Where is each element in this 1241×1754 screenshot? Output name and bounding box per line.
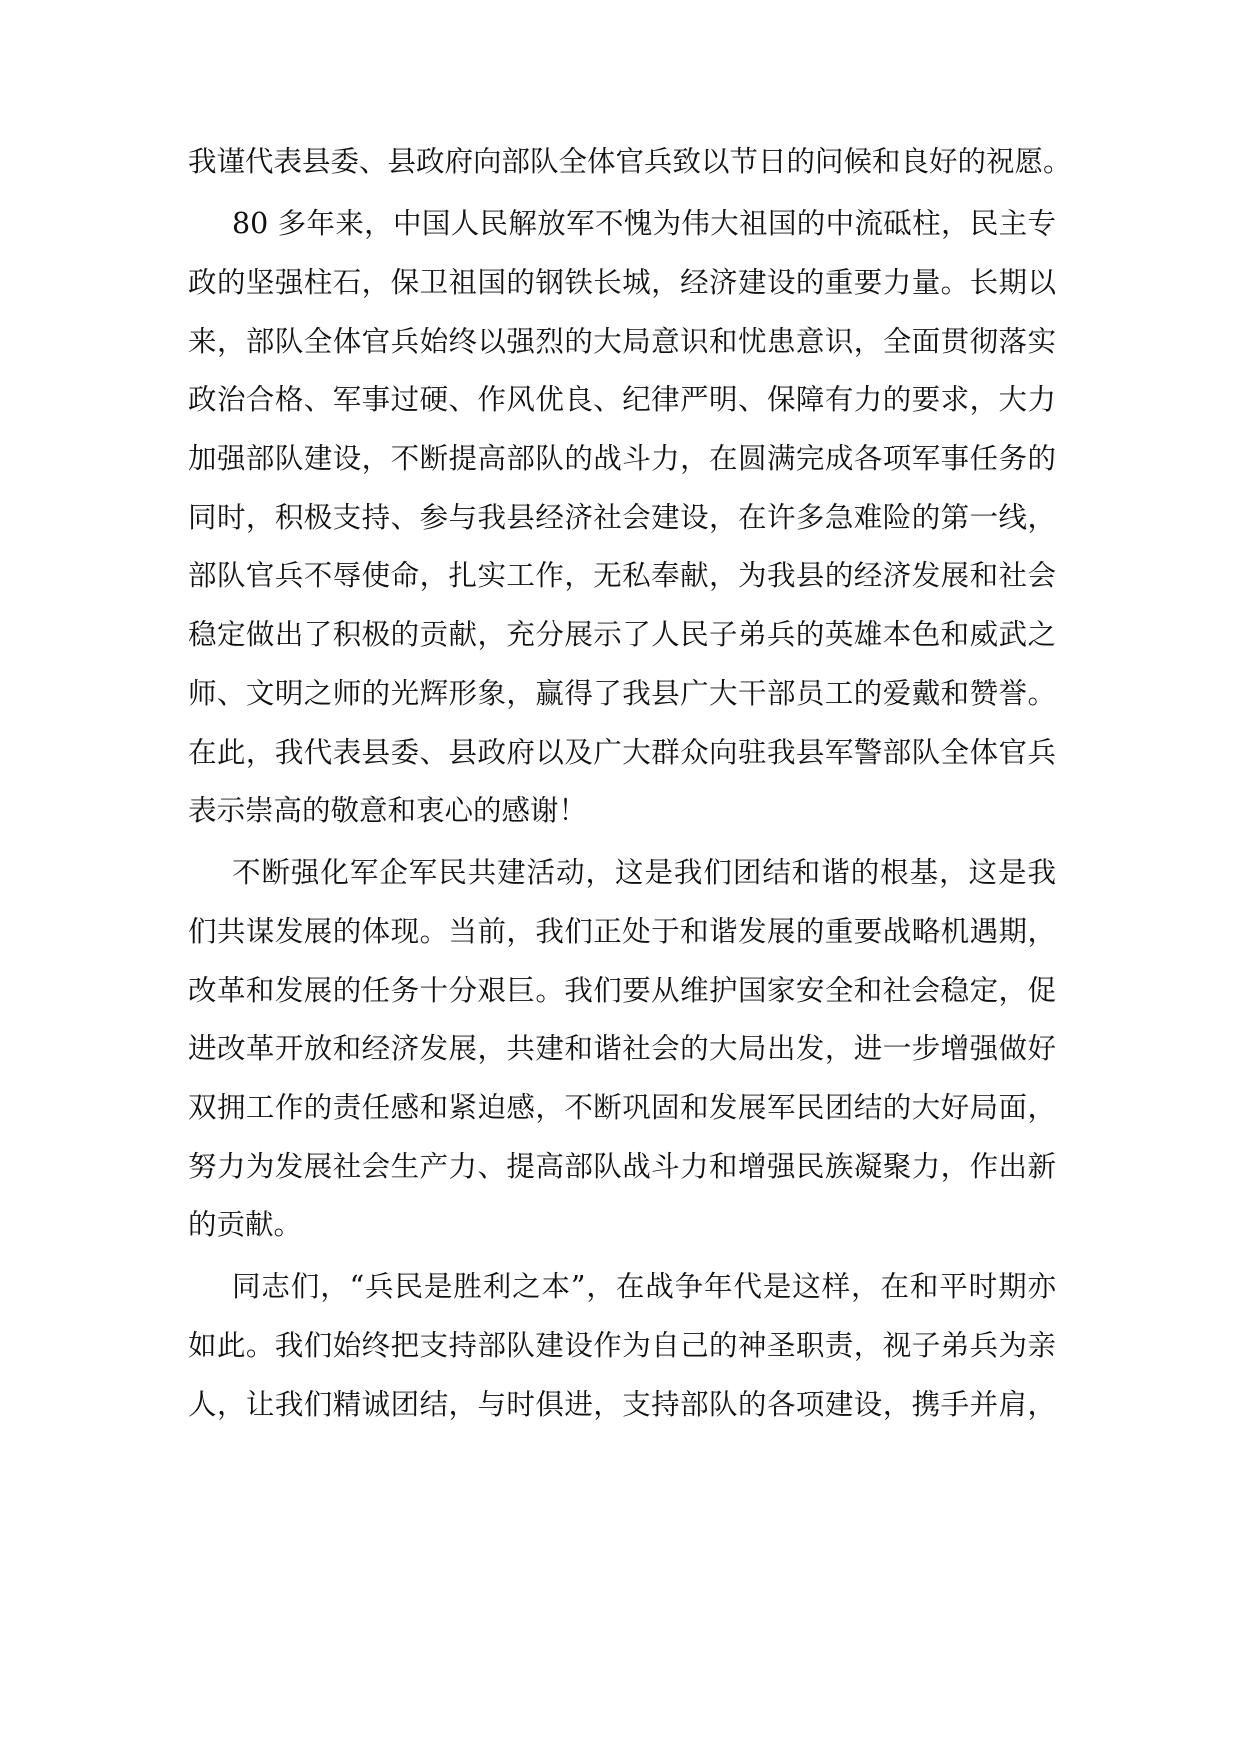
text-line: 80 多年来，中国人民解放军不愧为伟大祖国的中流砥柱，民主专 (232, 207, 1056, 240)
text-line: 人，让我们精诚团结，与时俱进，支持部队的各项建设，携手并肩， (188, 1388, 1056, 1421)
text-line: 改革和发展的任务十分艰巨。我们要从维护国家安全和社会稳定，促 (188, 974, 1056, 1007)
text-line: 我谨代表县委、县政府向部队全体官兵致以节日的问候和良好的祝愿。 (188, 145, 1072, 178)
text-line: 的贡献。 (188, 1208, 303, 1241)
text-line: 政治合格、军事过硬、作风优良、纪律严明、保障有力的要求，大力 (188, 383, 1056, 416)
text-line: 加强部队建设，不断提高部队的战斗力，在圆满完成各项军事任务的 (188, 442, 1056, 475)
text-line: 努力为发展社会生产力、提高部队战斗力和增强民族凝聚力，作出新 (188, 1150, 1056, 1183)
text-line: 不断强化军企军民共建活动，这是我们团结和谐的根基，这是我 (232, 856, 1056, 889)
text-line: 双拥工作的责任感和紧迫感，不断巩固和发展军民团结的大好局面， (188, 1091, 1056, 1124)
text-line: 表示崇高的敬意和衷心的感谢！ (188, 794, 588, 827)
text-line: 政的坚强柱石，保卫祖国的钢铁长城，经济建设的重要力量。长期以 (188, 266, 1056, 299)
text-line: 在此，我代表县委、县政府以及广大群众向驻我县军警部队全体官兵 (188, 736, 1056, 769)
text-line: 们共谋发展的体现。当前，我们正处于和谐发展的重要战略机遇期， (188, 915, 1056, 948)
text-line: 同时，积极支持、参与我县经济社会建设，在许多急难险的第一线， (188, 501, 1056, 534)
text-line: 稳定做出了积极的贡献，充分展示了人民子弟兵的英雄本色和威武之 (188, 618, 1056, 651)
text-line: 如此。我们始终把支持部队建设作为自己的神圣职责，视子弟兵为亲 (188, 1329, 1056, 1362)
text-line: 进改革开放和经济发展，共建和谐社会的大局出发，进一步增强做好 (188, 1032, 1056, 1065)
text-line: 同志们，“兵民是胜利之本”，在战争年代是这样，在和平时期亦 (232, 1270, 1056, 1303)
text-line: 师、文明之师的光辉形象，赢得了我县广大干部员工的爱戴和赞誉。 (188, 677, 1056, 710)
text-line: 来，部队全体官兵始终以强烈的大局意识和忧患意识，全面贯彻落实 (188, 325, 1056, 358)
text-line: 部队官兵不辱使命，扎实工作，无私奉献，为我县的经济发展和社会 (188, 559, 1056, 592)
